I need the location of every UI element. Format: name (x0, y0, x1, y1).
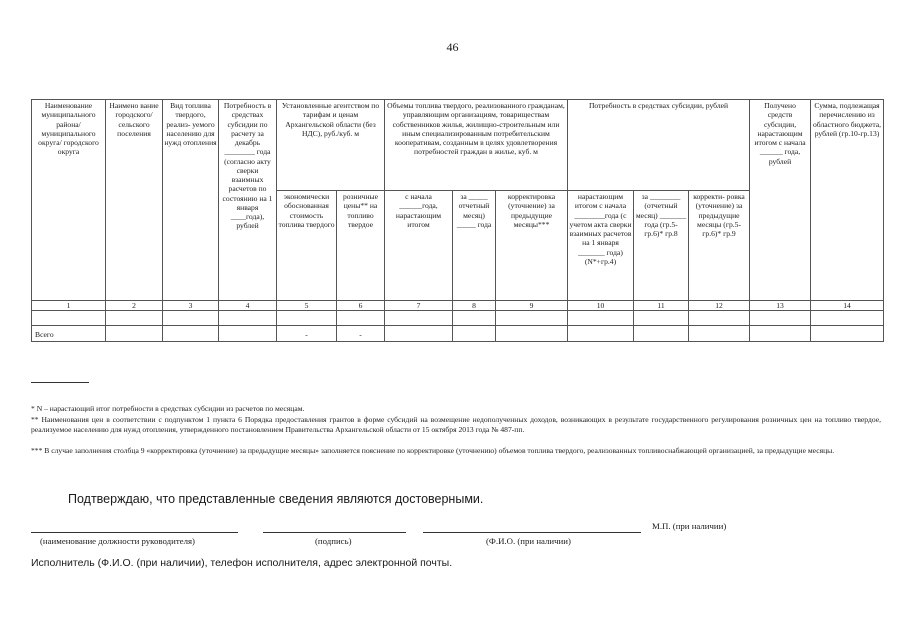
header-retail-price: розничные цены** на топливо твердое (337, 191, 385, 301)
signature-line (263, 532, 406, 533)
column-number: 6 (337, 301, 385, 311)
table-cell (750, 311, 811, 326)
table-cell (277, 311, 337, 326)
column-number: 11 (634, 301, 689, 311)
data-row (32, 311, 884, 326)
subsidy-calculation-table (31, 99, 884, 342)
column-number: 10 (568, 301, 634, 311)
footnote-divider (31, 382, 89, 383)
header-municipality: Наименование муниципального района/ муниципального округа/ городского округа (32, 100, 106, 301)
column-number: 7 (385, 301, 453, 311)
table-cell (163, 311, 219, 326)
column-number: 3 (163, 301, 219, 311)
header-volume-month: за _____ отчетный месяц) _____ года (453, 191, 496, 301)
column-number: 5 (277, 301, 337, 311)
table-cell (32, 311, 106, 326)
table-cell (219, 326, 277, 342)
table-cell (385, 311, 453, 326)
executor-line: Исполнитель (Ф.И.О. (при наличии), телефон исполнителя, адрес электронной почты. (31, 557, 453, 569)
header-volume-correction: корректировка (уточнение) за предыдущие месяцы*** (496, 191, 568, 301)
column-number: 9 (496, 301, 568, 311)
table-cell (568, 311, 634, 326)
header-tariffs: Установленные агентством по тарифам и ценам Архангельской области (без НДС), руб./куб. м (277, 100, 385, 191)
header-subsidy-need: Потребность в средствах субсидии, рублей (568, 100, 750, 191)
table-cell (634, 311, 689, 326)
position-signature-line (31, 532, 238, 533)
page-number: 46 (446, 40, 459, 54)
column-number: 2 (106, 301, 163, 311)
column-number: 14 (811, 301, 884, 311)
total-label: Всего (32, 326, 106, 342)
header-to-transfer: Сумма, подлежащая перечислению из областного бюджета, рублей (гр.10-гр.13) (811, 100, 884, 301)
table-cell (163, 326, 219, 342)
total-row (32, 326, 884, 342)
confirmation-statement: Подтверждаю, что представленные сведения являются достоверными. (68, 492, 484, 506)
table-cell (496, 311, 568, 326)
table-cell (811, 311, 884, 326)
column-number: 13 (750, 301, 811, 311)
table-cell (453, 311, 496, 326)
footnote-2: ** Наименования цен в соответствии с подпунктом 1 пункта 6 Порядка предоставления грантов в форме субсидий на возмещение недополученных доходов, возникающих в результате государственного регулирования розничных цен на топливо твердое, реализуемое населению для нужд отопления, утвержденного постановлением Правительства Архангельской области от 15 октября 2013 года № 487-пп. (31, 415, 881, 434)
table-cell (689, 311, 750, 326)
table-cell (106, 326, 163, 342)
header-december-need: Потребность в средствах субсидии по расчету за декабрь ________ года (согласно акту сверки взаимных расчетов по состоянию на 1 января ____года), рублей (219, 100, 277, 301)
table-cell (496, 326, 568, 342)
table-cell (219, 311, 277, 326)
footnote-3: *** В случае заполнения столбца 9 «корректировка (уточнение) за предыдущие месяцы» заполняется пояснение по корректировке (уточнению) объемов топлива твердого, реализованных топливоснабжающей организацией, за предыдущие месяцы. (31, 446, 835, 455)
header-need-correction: корректи- ровка (уточнение) за предыдущие месяцы (гр.5-гр.6)* гр.9 (689, 191, 750, 301)
total-col5: - (277, 326, 337, 342)
column-number: 4 (219, 301, 277, 311)
column-number: 1 (32, 301, 106, 311)
column-number: 8 (453, 301, 496, 311)
header-need-cumulative: нарастающим итогом с начала ________года (с учетом акта сверки взаимных расчетов на 1 января _______ года) (N*+гр.4) (568, 191, 634, 301)
name-signature-line (423, 532, 641, 533)
table-cell (385, 326, 453, 342)
header-settlement: Наимено вание городского/ сельского поселения (106, 100, 163, 301)
signature-caption: (подпись) (315, 536, 352, 546)
position-caption: (наименование должности руководителя) (40, 536, 195, 546)
header-fuel-volumes: Объемы топлива твердого, реализованного гражданам, управляющим организациям, товариществам собственников жилья, жилищно-строительным или иным специализированным потребительским кооперативам, созданным в целях удовлетворения потребностей граждан в жилье, куб. м (385, 100, 568, 191)
column-numbers-row (32, 301, 884, 311)
table-cell (750, 326, 811, 342)
footnote-1: * N – нарастающий итог потребности в средствах субсидии из расчетов по месяцам. (31, 404, 305, 413)
header-fuel-type: Вид топлива твердого, реализ- уемого населению для нужд отопления (163, 100, 219, 301)
table-cell (453, 326, 496, 342)
stamp-place-label: М.П. (при наличии) (652, 521, 727, 531)
header-economic-cost: экономически обоснованная стоимость топлива твердого (277, 191, 337, 301)
column-number: 12 (689, 301, 750, 311)
table-cell (568, 326, 634, 342)
header-volume-cumulative: с начала ______года, нарастающим итогом (385, 191, 453, 301)
table-cell (811, 326, 884, 342)
table-cell (337, 311, 385, 326)
name-caption: (Ф.И.О. (при наличии) (486, 536, 571, 546)
header-received: Получено средств субсидии, нарастающим итогом с начала ______ года, рублей (750, 100, 811, 301)
total-col6: - (337, 326, 385, 342)
table-cell (689, 326, 750, 342)
table-cell (106, 311, 163, 326)
table-cell (634, 326, 689, 342)
header-need-month: за ________ (отчетный месяц) _______ года (гр.5-гр.6)* гр.8 (634, 191, 689, 301)
